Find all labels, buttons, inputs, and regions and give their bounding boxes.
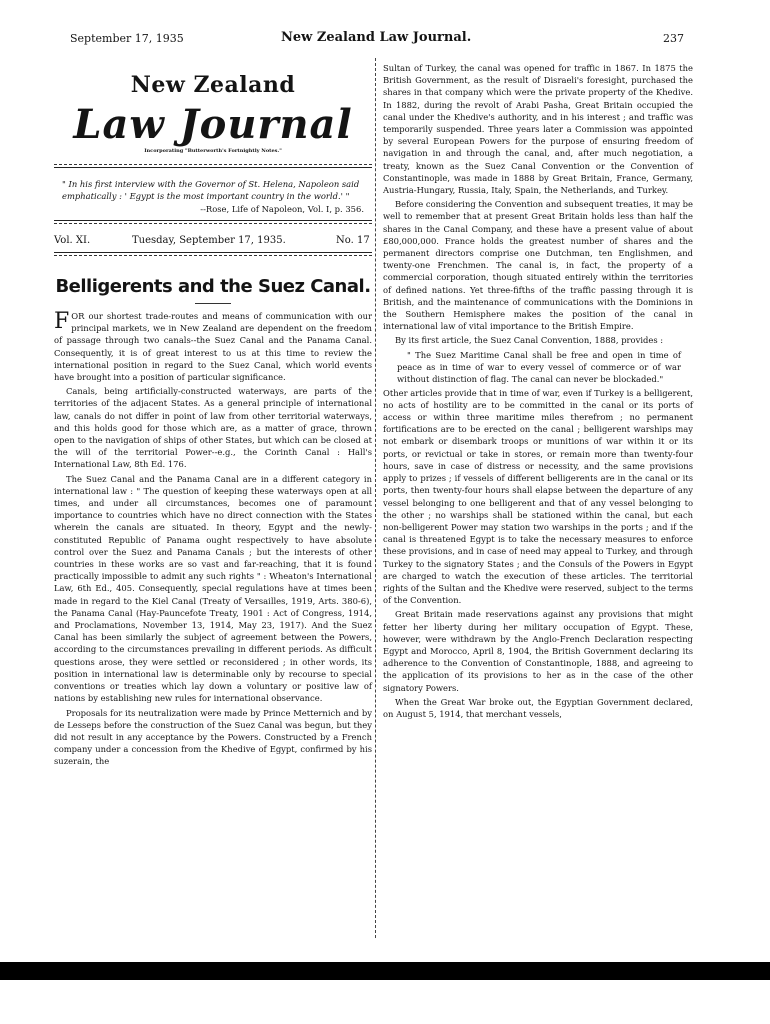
- running-head: [0, 30, 770, 48]
- issue-number: No. 17: [336, 235, 370, 246]
- masthead-incorporating: Incorporating "Butterworth's Fortnightly Notes.": [144, 148, 282, 154]
- scan-bottom-band: [0, 962, 770, 980]
- epigraph-citation: --Rose, Life of Napoleon, Vol. I, p. 356.: [200, 204, 364, 214]
- article-paragraph: The Suez Canal and the Panama Canal are in a different category in international law : " The question of keeping these waterways open at all times, and under all circumstances, becomes one of paramount importance to countries which have no direct connection with the States wherein the canals are situated. In theory, Egypt and the newly-constituted Republic of Panama ought respectively to have absolute control over the Suez and Panama Canals ; but the interests of other countries in these works are so vast and far-reaching, that it is found practically impossible to admit any such rights " : Wheaton's International Law, 6th Ed., 405. Consequently, special regulations have at times been made in regard to the Kiel Canal (Treaty of Versailles, 1919, Arts. 380-6), the Panama Canal (Hay-Pauncefote Treaty, 1901 : Act of Congress, 1914, and Proclamations, November 13, 1914, May 23, 1917). And the Suez Canal has been similarly the subject of agreement between the Powers, according to the circumstances prevailing in different periods. As difficult questions arose, they were settled or reconsidered ; in other words, its position in international law is determinable only by recourse to special conventions or treaties which lay down a voluntary or positive law of nations by establishing new rules for international observance.: [54, 473, 372, 704]
- title-rule: [195, 303, 231, 304]
- masthead-title: Law Journal: [73, 101, 353, 148]
- article-paragraph: Other articles provide that in time of war, even if Turkey is a belligerent, no acts of hostility are to be committed in the canal or its ports of access or within three maritime miles therefrom ; no permanent fortifications are to be erected on the canal ; belligerent warships may not embark or disembark troops or munitions of war within it or its ports, or revictual or take in stores, or remain more than twenty-four hours, save in case of distress or necessity, and the same provisions apply to prizes ; if vessels of different belligerents are in the canal or its ports, then twenty-four hours shall elapse between the departure of any vessel belonging to one belligerent and that of any vessel belonging to the other ; no warships shall be stationed within the canal, but each non-belligerent Power may station two warships in the ports ; and if the canal is threatened Egypt is to take the necessary measures to enforce these provisions, and in case of need may appeal to Turkey, and through Turkey to the signatory States ; and the Consuls of the Powers in Egypt are charged to watch the execution of these articles. The territorial rights of the Sultan and the Khedive were reserved, subject to the terms of the Convention.: [383, 387, 693, 606]
- article-paragraph: Canals, being artificially-constructed waterways, are parts of the territories of the adjacent States. As a general principle of international law, canals do not differ in point of law from other territorial waterways, and this holds good for those which are, as a matter of grace, thrown open to the navigation of ships of other States, but which can be closed at the will of the territorial Power--e.g., the Corinth Canal : Hall's International Law, 8th Ed. 176.: [54, 386, 372, 470]
- divider: [54, 255, 372, 256]
- issue-line: [54, 232, 372, 250]
- right-column: [383, 62, 693, 720]
- convention-quote: " The Suez Maritime Canal shall be free and open in time of peace as in time of war to every vessel of commerce or of war without distinction of flag. The canal can never be blockaded.": [397, 349, 681, 384]
- article-paragraph: When the Great War broke out, the Egyptian Government declared, on August 5, 1914, that merchant vessels,: [383, 696, 693, 719]
- article-paragraph: Proposals for its neutralization were made by Prince Metternich and by de Lesseps before the construction of the Suez Canal was begun, but they did not result in any acceptance by the Powers. Constructed by a French company under a concession from the Khedive of Egypt, confirmed by his suzerain, the: [54, 707, 372, 767]
- divider: [54, 220, 372, 221]
- article-paragraph: FOR our shortest trade-routes and means of communication with our principal markets, we in New Zealand are dependent on the freedom of passage through two canals--the Suez Canal and the Panama Canal. Consequently, it is of great interest to us at this time to review the international position in regard to the Suez Canal, which world events have brought into a position of particular significance.: [54, 309, 372, 383]
- divider: [54, 167, 372, 168]
- page-number: 237: [663, 32, 684, 45]
- divider: [54, 252, 372, 253]
- article-paragraph: By its first article, the Suez Canal Convention, 1888, provides :: [395, 335, 664, 346]
- drop-cap: F: [54, 309, 70, 334]
- issue-volume: Vol. XI.: [54, 235, 91, 246]
- article-title: Belligerents and the Suez Canal.: [55, 276, 371, 297]
- article-paragraph: Before considering the Convention and subsequent treaties, it may be well to remember that at present Great Britain holds less than half the shares in the Canal Company, and these have a present value of about £80,000,000. France holds the greatest number of shares and the permanent directors comprise one Dutchman, ten Englishmen, and twenty-one Frenchmen. The canal is, in fact, the property of a commercial corporation, though situated entirely within the territories of defined nations. Yet three-fifths of the traffic passing through it is British, and the maintenance of communications with the Dominions in the Southern Hemisphere makes the position of the canal in international law of vital importance to the British Empire.: [383, 199, 693, 332]
- article-paragraph: Great Britain made reservations against any provisions that might fetter her liberty during her military occupation of Egypt. These, however, were withdrawn by the Anglo-French Declaration respecting Egypt and Morocco, April 8, 1904, the British Government declaring its adherence to the Convention of Constantinople, 1888, and agreeing to the application of its provisions to her as in the case of the other signatory Powers.: [383, 609, 693, 693]
- running-head-journal: New Zealand Law Journal.: [281, 30, 472, 45]
- epigraph-quote: " In his first interview with the Governor of St. Helena, Napoleon said emphatically : ' Egypt is the most important country in the world.' ": [62, 179, 360, 201]
- divider: [54, 223, 372, 224]
- column-divider: [375, 58, 377, 938]
- article-paragraph: Sultan of Turkey, the canal was opened for traffic in 1867. In 1875 the British Government, as the result of Disraeli's foresight, purchased the shares in that company which were the private property of the Khedive. In 1882, during the revolt of Arabi Pasha, Great Britain occupied the canal under the Khedive's authority, and in his interest ; and traffic was temporarily suspended. Three years later a Commission was appointed by several European Powers for the purpose of ensuring freedom of navigation in and through the canal, and, after much negotiation, a treaty, known as the Suez Canal Convention or the Convention of Constantinople, was made in 1888 by Great Britain, France, Germany, Austria-Hungary, Russia, Italy, Spain, the Netherlands, and Turkey.: [383, 63, 693, 196]
- masthead-top: New Zealand: [130, 72, 296, 98]
- issue-date: Tuesday, September 17, 1935.: [132, 235, 286, 246]
- left-column: [54, 60, 372, 768]
- divider: [54, 164, 372, 165]
- running-head-date: September 17, 1935: [70, 32, 184, 45]
